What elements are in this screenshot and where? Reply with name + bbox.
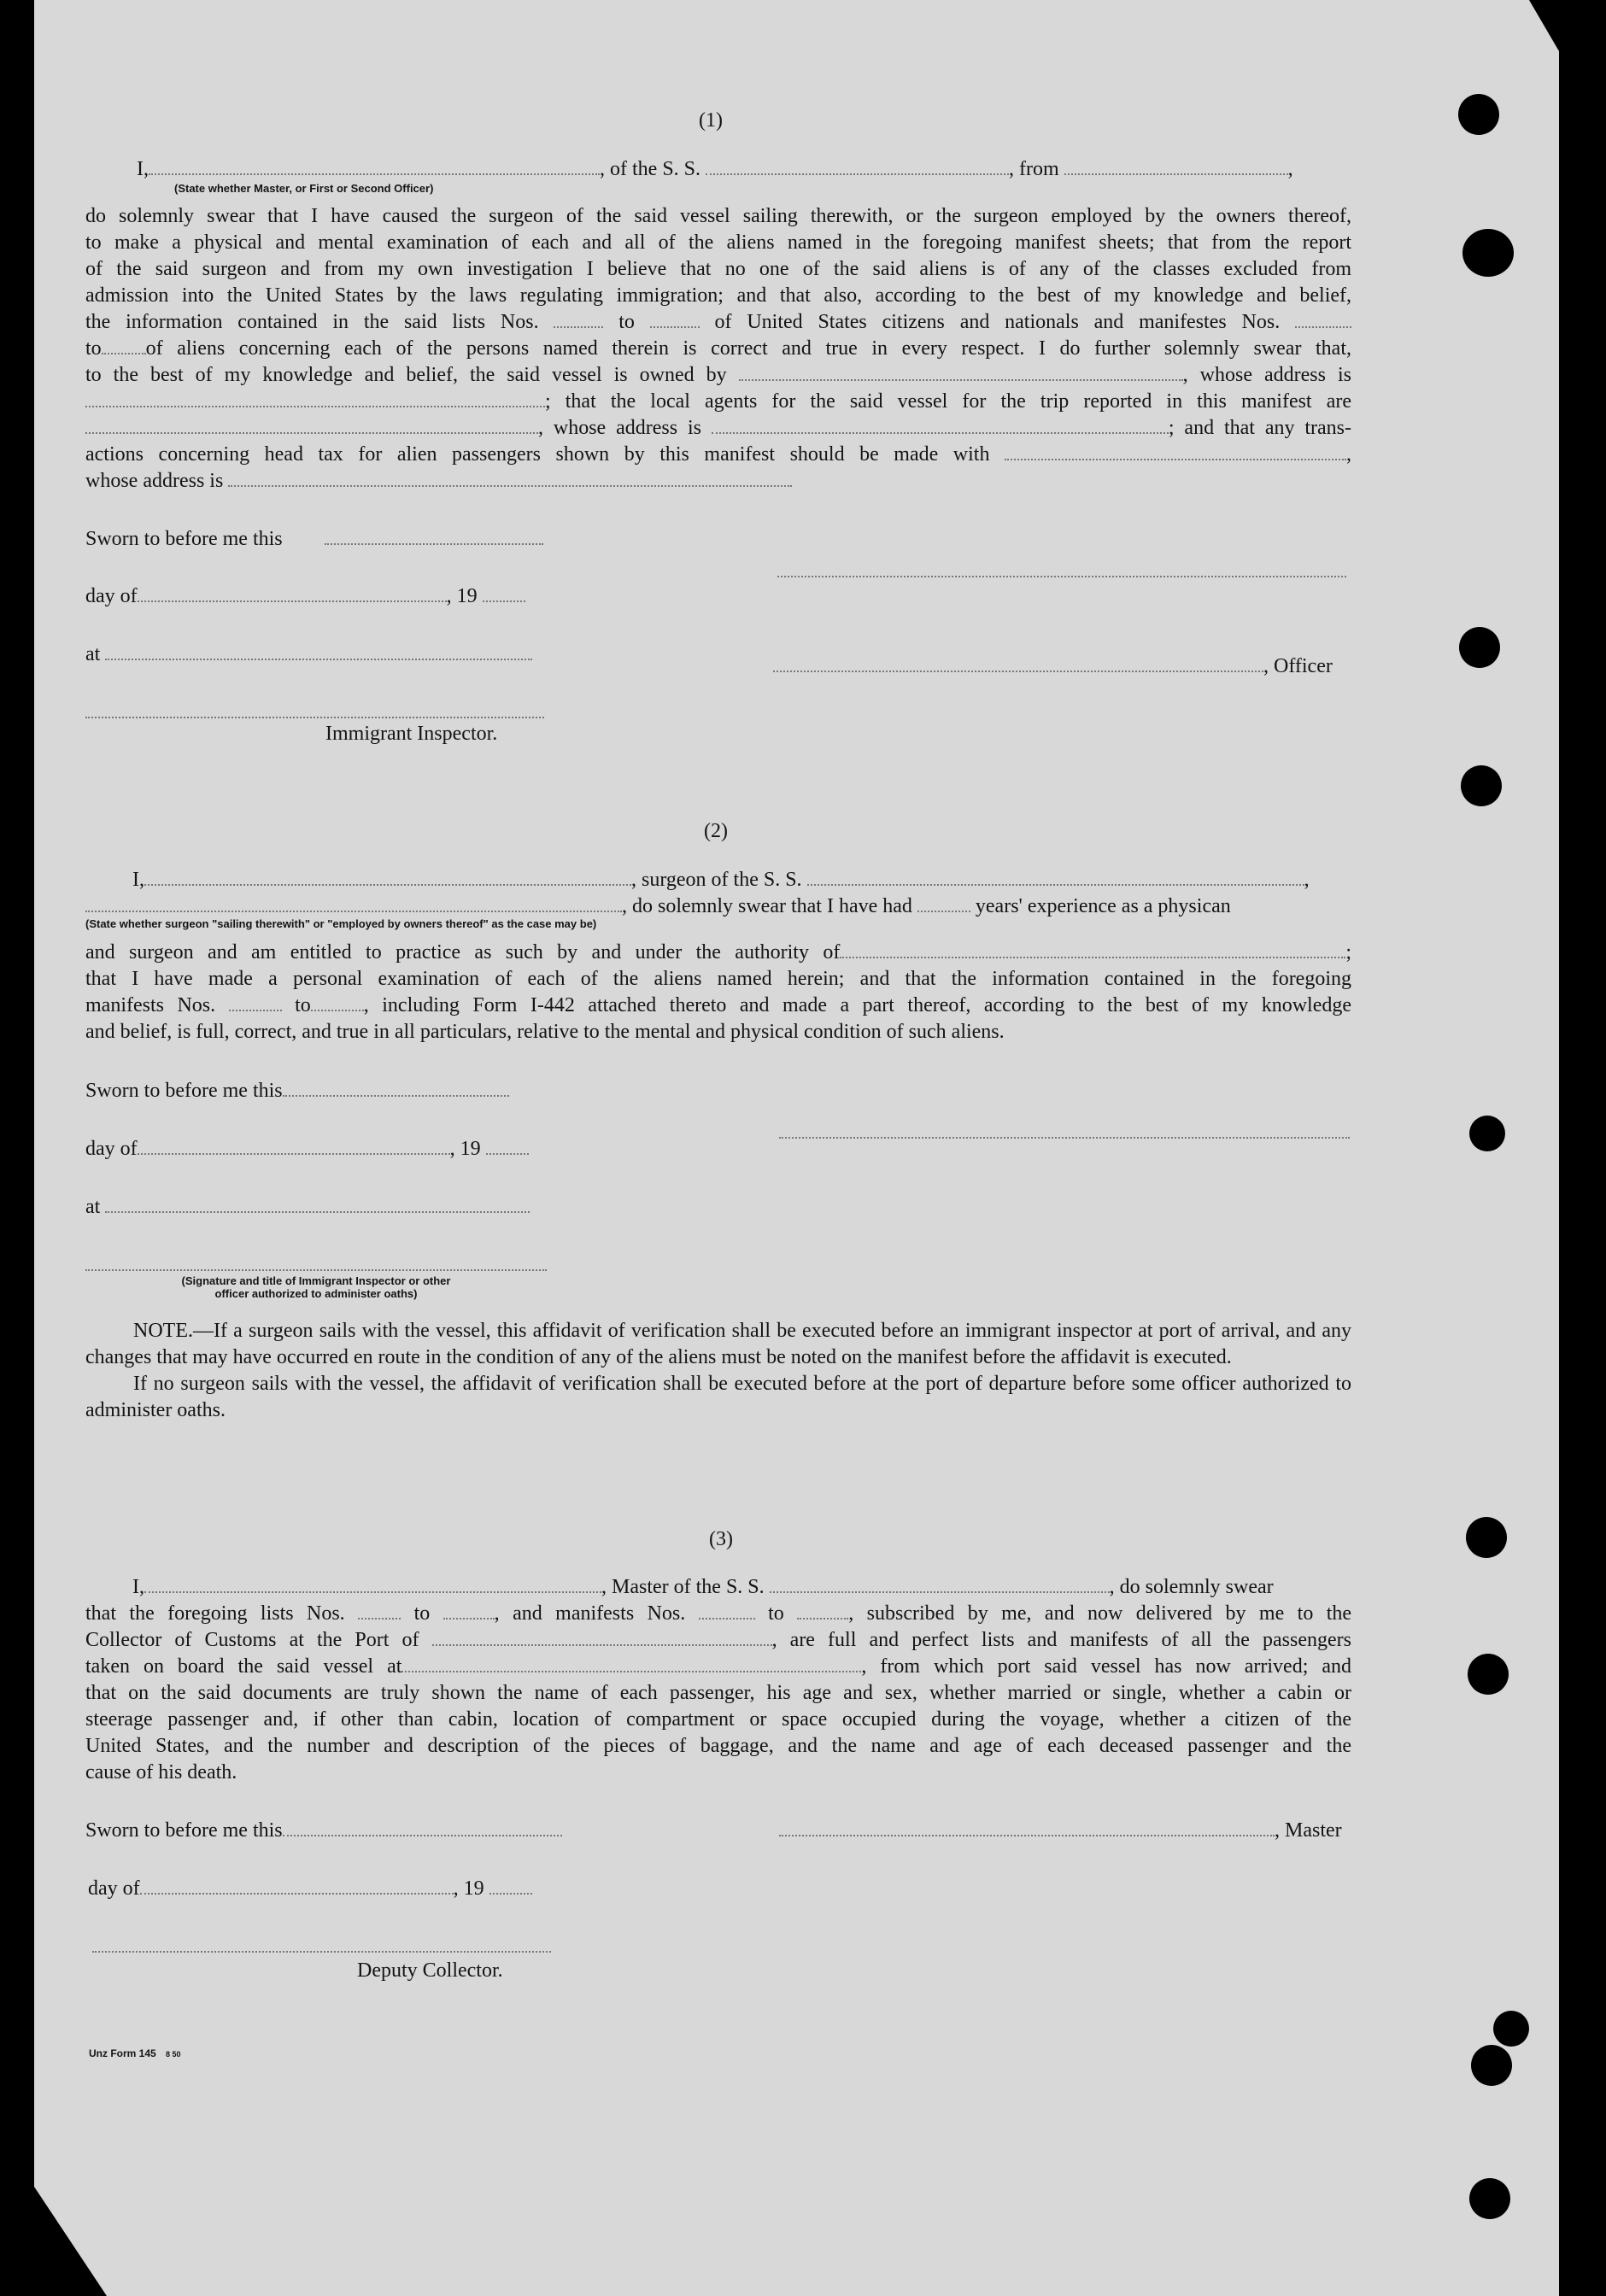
label: ,: [1304, 869, 1310, 891]
section-3-number: (3): [709, 1528, 733, 1550]
year-field[interactable]: [486, 1138, 529, 1155]
body-line: to make a physical and mental examination of each and all of the aliens named in the foregoing manifest sheets; that from the report: [85, 231, 1351, 254]
body-line: [85, 309, 1351, 336]
label: , subscribed by me, and now delivered by me to the: [848, 1602, 1352, 1625]
body-line: [85, 442, 1351, 468]
punch-hole: [1462, 229, 1514, 277]
label: , are full and perfect lists and manifests of all the passengers: [771, 1629, 1351, 1651]
form-code: 8 50: [166, 2050, 181, 2059]
body-line: [85, 336, 1351, 362]
inspector-label: Immigrant Inspector.: [325, 723, 498, 745]
section-2-number: (2): [704, 820, 728, 842]
body-line: [85, 468, 1351, 495]
punch-hole: [1469, 2178, 1510, 2219]
place-field[interactable]: [105, 643, 532, 660]
label: , surgeon of the S. S.: [631, 869, 802, 891]
master-line: [132, 1574, 1274, 1601]
day-of-line: [85, 583, 525, 610]
label: Collector of Customs at the Port of: [85, 1629, 419, 1651]
officer-hint: (State whether Master, or First or Second Officer): [174, 182, 434, 195]
note: [85, 1318, 1351, 1424]
lists-to-field[interactable]: [443, 1602, 495, 1620]
body-line: [85, 1627, 1351, 1654]
master-signature-line: [779, 1818, 1342, 1844]
at-line: [85, 1194, 530, 1221]
manifests-to-field[interactable]: [797, 1602, 848, 1620]
body-line: steerage passenger and, if other than cabin, location of compartment or space occupied during the voyage, whether a citizen of the: [85, 1708, 1351, 1731]
hint-line: officer authorized to administer oaths): [214, 1287, 418, 1300]
note-paragraph: NOTE.—If a surgeon sails with the vessel, this affidavit of verification shall be executed before an immigrant inspector at port of arrival, and any changes that may have occurred en route in the condition of any of the aliens must be noted on the manifest before the affidavit is executed.: [85, 1320, 1351, 1368]
surgeon-type-field[interactable]: [85, 895, 622, 912]
sworn-date-field[interactable]: [325, 543, 543, 545]
body-line: [85, 362, 1351, 389]
manifests-to-field[interactable]: [102, 337, 146, 354]
label: ,: [1346, 443, 1352, 466]
body-line: [85, 415, 1351, 442]
body-line: of the said surgeon and from my own investigation I believe that no one of the said aliens is of any of the classes excluded from: [85, 258, 1351, 280]
sworn-date-field[interactable]: [283, 1080, 509, 1097]
punch-hole: [1466, 1517, 1507, 1558]
lists-from-field[interactable]: [554, 311, 603, 328]
punch-hole: [1468, 1654, 1509, 1695]
label: , of the S. S.: [600, 158, 701, 180]
vessel-name-field[interactable]: [770, 1576, 1110, 1593]
surgeon-vessel-field[interactable]: [807, 869, 1304, 886]
label: that the foregoing lists Nos.: [85, 1602, 345, 1625]
lists-to-field[interactable]: [650, 311, 700, 328]
label: , Officer: [1263, 655, 1333, 677]
label: I,: [137, 158, 149, 180]
punch-hole: [1469, 1116, 1505, 1151]
lists-from-field[interactable]: [358, 1602, 401, 1620]
label: ,: [1287, 158, 1293, 180]
head-tax-address-field[interactable]: [228, 470, 792, 487]
section-1-body: [85, 203, 1351, 495]
label: to: [413, 1602, 431, 1625]
label: , whose address is: [538, 417, 701, 439]
day-of-line: [85, 1136, 529, 1163]
years-field[interactable]: [917, 895, 970, 912]
label: day of: [85, 1138, 138, 1160]
at-line: [85, 641, 532, 668]
punch-hole: [1471, 2045, 1512, 2086]
surgeon-name-field[interactable]: [144, 869, 631, 886]
master-signature-field[interactable]: [779, 1819, 1275, 1836]
hint-line: (Signature and title of Immigrant Inspector or other: [181, 1274, 451, 1287]
label: , from which port said vessel has now arrived; and: [861, 1655, 1351, 1678]
head-tax-contact-field[interactable]: [1005, 443, 1346, 460]
label: Sworn to before me this: [85, 1080, 283, 1102]
sworn-label: Sworn to before me this: [85, 528, 283, 550]
label: I,: [132, 869, 144, 891]
officer-line: [773, 653, 1333, 680]
inspector-signature-line[interactable]: [85, 717, 544, 718]
label: of aliens concerning each of the persons named therein is correct and true in every respect. I do further solemnly swear that,: [145, 337, 1351, 360]
signature-line[interactable]: [777, 576, 1346, 577]
note-paragraph: If no surgeon sails with the vessel, the affidavit of verification shall be executed before at the port of departure before some officer authorized to administer oaths.: [85, 1373, 1351, 1421]
owner-address-field[interactable]: [85, 390, 545, 407]
officer-field[interactable]: [773, 655, 1263, 672]
manifests-from-field[interactable]: [1295, 311, 1351, 328]
section-1-master-line: [137, 156, 1293, 183]
label: Sworn to before me this: [85, 1819, 283, 1842]
section-1-number: (1): [699, 109, 723, 132]
body-line: that I have made a personal examination of each of the aliens named herein; and that the information contained in the foregoing: [85, 968, 1351, 990]
label: , 19: [453, 1877, 484, 1900]
label: , do solemnly swear that I have had: [622, 895, 912, 917]
sworn-date-field[interactable]: [283, 1819, 562, 1836]
punch-hole: [1459, 627, 1500, 668]
agents-field[interactable]: [85, 417, 538, 434]
sworn-line: [85, 1818, 562, 1844]
inspector-signature-line[interactable]: [85, 1269, 547, 1271]
body-line: United States, and the number and description of the pieces of baggage, and the name and age of each deceased passenger and the: [85, 1735, 1351, 1757]
manifests-from-field[interactable]: [699, 1602, 755, 1620]
deputy-signature-line[interactable]: [92, 1951, 551, 1953]
day-field[interactable]: [138, 585, 447, 602]
signature-line[interactable]: [779, 1137, 1350, 1139]
master-name-field[interactable]: [149, 158, 600, 175]
authority-field[interactable]: [840, 941, 1345, 958]
day-field[interactable]: [140, 1877, 454, 1895]
embark-port-field[interactable]: [402, 1655, 861, 1672]
label: to: [768, 1602, 784, 1625]
label: , from: [1009, 158, 1059, 180]
body-line: and belief, is full, correct, and true in all particulars, relative to the mental and physical condition of such aliens.: [85, 1021, 1005, 1043]
punch-hole: [1461, 765, 1502, 806]
label: to: [295, 994, 311, 1016]
label: to: [618, 311, 635, 333]
owner-field[interactable]: [739, 364, 1183, 381]
label: to the best of my knowledge and belief, the said vessel is owned by: [85, 364, 727, 386]
manifests-to-field[interactable]: [311, 994, 364, 1011]
port-field[interactable]: [432, 1629, 772, 1646]
label: , Master: [1275, 1819, 1342, 1842]
label: , 19: [449, 1138, 481, 1160]
section-3-body: [85, 1601, 1351, 1786]
year-field[interactable]: [483, 585, 525, 602]
label: day of: [85, 585, 138, 607]
label: and surgeon and am entitled to practice as such by and under the authority of: [85, 941, 841, 964]
form-label: Unz Form 145: [89, 2047, 156, 2059]
body-line: [85, 1601, 1351, 1627]
label: ; and that any trans-: [1168, 417, 1352, 439]
label: at: [85, 1196, 101, 1218]
body-line: [85, 940, 1351, 966]
label: actions concerning head tax for alien passengers shown by this manifest should be made with: [85, 443, 990, 466]
sworn-line: [85, 1078, 509, 1104]
label: at: [85, 643, 101, 665]
year-field[interactable]: [489, 1877, 532, 1895]
surgeon-hint: (State whether surgeon "sailing therewith" or "employed by owners thereof" as the case may be): [85, 917, 597, 930]
punch-hole: [1493, 2011, 1529, 2047]
signature-hint: [85, 1274, 547, 1300]
label: ; that the local agents for the said vessel for the trip reported in this manifest are: [545, 390, 1351, 413]
place-field[interactable]: [105, 1196, 530, 1213]
body-line: [85, 993, 1351, 1019]
surgeon-line-2: [85, 893, 1231, 920]
day-field[interactable]: [138, 1138, 450, 1155]
label: the information contained in the said lists Nos.: [85, 311, 539, 333]
agents-address-field[interactable]: [712, 417, 1169, 434]
label: , whose address is: [1182, 364, 1352, 386]
label: ;: [1345, 941, 1351, 964]
label: of United States citizens and nationals and manifestes Nos.: [714, 311, 1281, 333]
label: , and manifests Nos.: [494, 1602, 686, 1625]
body-line: [85, 1654, 1351, 1680]
body-line: that on the said documents are truly shown the name of each passenger, his age and sex, whether married or single, whether a cabin or: [85, 1682, 1351, 1704]
body-line: do solemnly swear that I have caused the surgeon of the said vessel sailing therewith, or the surgeon employed by the owners thereof,: [85, 205, 1351, 227]
day-of-line: [88, 1876, 532, 1902]
label: , 19: [446, 585, 478, 607]
label: years' experience as a physican: [975, 895, 1231, 917]
form-number: [89, 2047, 181, 2059]
label: , Master of the S. S.: [601, 1576, 765, 1598]
label: , do solemnly swear: [1109, 1576, 1274, 1598]
label: , including Form I-442 attached thereto and made a part thereof, according to the best of my knowledge: [363, 994, 1351, 1016]
section-2-body: [85, 940, 1351, 1046]
vessel-name-field[interactable]: [706, 158, 1009, 175]
manifests-from-field[interactable]: [229, 994, 282, 1011]
label: day of: [88, 1877, 140, 1900]
label: whose address is: [85, 470, 224, 492]
punch-hole: [1458, 94, 1499, 135]
body-line: [85, 389, 1351, 415]
body-line: cause of his death.: [85, 1761, 237, 1784]
label: taken on board the said vessel at: [85, 1655, 402, 1678]
deputy-label: Deputy Collector.: [357, 1959, 503, 1982]
master-name-field[interactable]: [144, 1576, 601, 1593]
label: I,: [132, 1576, 144, 1598]
label: to: [85, 337, 102, 360]
body-line: admission into the United States by the laws regulating immigration; and that also, according to the best of my knowledge and belief,: [85, 284, 1351, 307]
surgeon-line-1: [132, 867, 1310, 893]
label: manifests Nos.: [85, 994, 216, 1016]
from-port-field[interactable]: [1064, 158, 1288, 175]
